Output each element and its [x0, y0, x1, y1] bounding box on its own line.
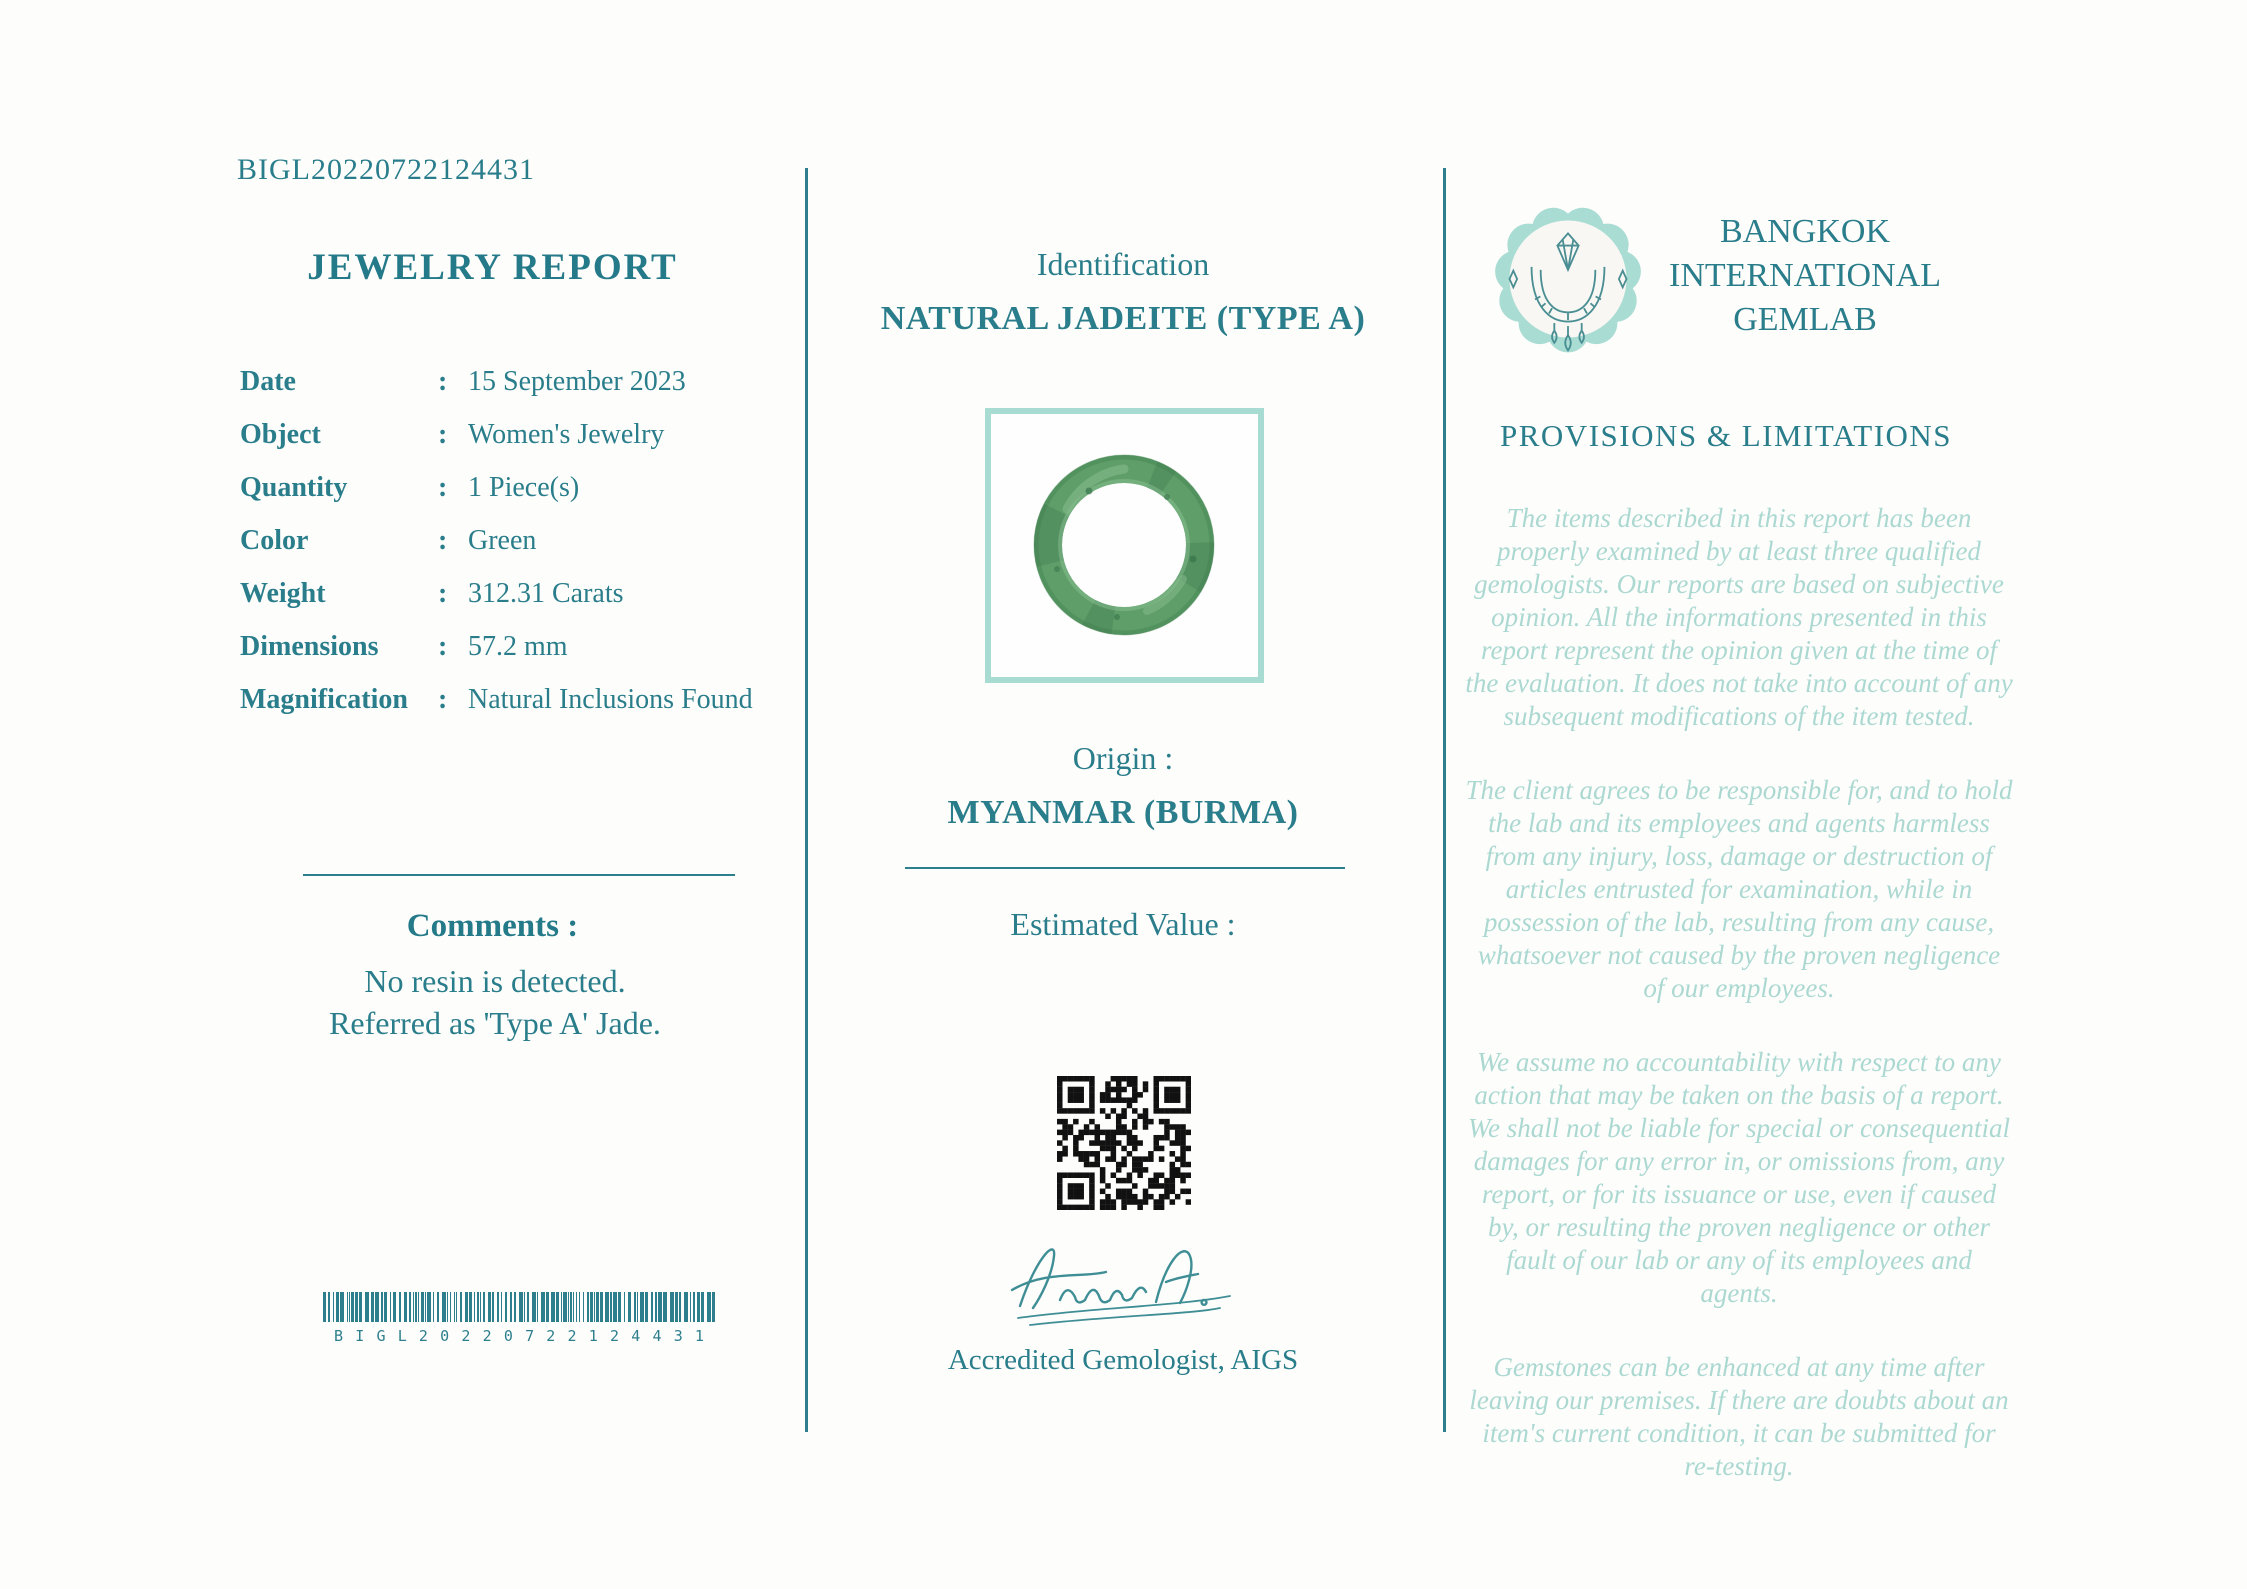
field-separator: : — [438, 631, 448, 662]
field-row-magnification — [240, 684, 760, 737]
column-divider-right — [1443, 168, 1446, 1432]
report-number: BIGL20220722124431 — [237, 153, 535, 186]
lab-name: BANGKOK INTERNATIONAL GEMLAB — [1669, 213, 1941, 338]
field-label: Dimensions — [240, 631, 379, 662]
barcode-bars — [323, 1292, 715, 1322]
jade-bangle-photo — [985, 408, 1264, 683]
field-row-color — [240, 525, 760, 578]
field-row-weight — [240, 578, 760, 631]
field-label: Object — [240, 419, 321, 450]
gemologist-title: Accredited Gemologist, AIGS — [947, 1344, 1299, 1376]
field-separator: : — [438, 472, 448, 503]
field-value: Women's Jewelry — [468, 419, 665, 450]
field-label: Color — [240, 525, 309, 556]
field-row-quantity — [240, 472, 760, 525]
field-value: 15 September 2023 — [468, 366, 686, 397]
comment-line: Referred as 'Type A' Jade. — [329, 1005, 661, 1041]
field-separator: : — [438, 366, 448, 397]
provisions-heading: PROVISIONS & LIMITATIONS — [1500, 418, 1953, 453]
field-label: Date — [240, 366, 296, 397]
report-fields — [240, 366, 760, 737]
origin-value: MYANMAR (BURMA) — [947, 794, 1299, 831]
comments-body — [215, 960, 775, 1044]
field-separator: : — [438, 525, 448, 556]
comments-heading: Comments : — [406, 908, 579, 944]
field-label: Magnification — [240, 684, 408, 715]
field-value: 57.2 mm — [468, 631, 568, 662]
barcode-text: BIGL20220722124431 — [334, 1327, 717, 1345]
field-row-dimensions — [240, 631, 760, 684]
field-row-date — [240, 366, 760, 419]
field-separator: : — [438, 684, 448, 715]
provision-paragraph: We assume no accountability with respect to any action that may be taken on the basis of a report. We shall not be liable for special or consequential damages for any error in, or omissions from, any report, or for its issuance or use, even if caused by, or resulting the proven negligence or other fault of our lab or any of its employees and agents. — [1468, 1047, 2010, 1308]
provision-paragraph: The items described in this report has been properly examined by at least three qualified gemologists. Our reports are based on subjective opinion. All the informations presented in this report represent the opinion given at the time of the evaluation. It does not take into account of any subsequent modifications of the item tested. — [1465, 503, 2013, 731]
estimated-value-label: Estimated Value : — [1010, 906, 1236, 942]
field-separator: : — [438, 419, 448, 450]
field-value: Green — [468, 525, 537, 556]
gemlab-logo — [1492, 200, 1644, 358]
provision-paragraph: The client agrees to be responsible for, and to hold the lab and its employees and agents harmless from any injury, loss, damage or destruction of articles entrusted for examination, while in possession of the lab, resulting from any cause, whatsoever not caused by the proven negligence of our employees. — [1465, 775, 2013, 1003]
comment-line: No resin is detected. — [364, 963, 626, 999]
barcode — [323, 1292, 715, 1345]
identification-result: NATURAL JADEITE (TYPE A) — [880, 300, 1366, 337]
qr-code-pattern — [1057, 1076, 1191, 1210]
signature-stroke — [998, 1228, 1250, 1336]
field-label: Weight — [240, 578, 326, 609]
gemlab-logo-icon — [1492, 200, 1644, 358]
gemologist-signature — [998, 1228, 1250, 1336]
field-value: 1 Piece(s) — [468, 472, 580, 503]
column-divider-left — [805, 168, 808, 1432]
field-separator: : — [438, 578, 448, 609]
origin-label: Origin : — [1072, 740, 1174, 776]
identification-heading: Identification — [1036, 246, 1210, 282]
provisions-text — [1465, 502, 2013, 1524]
qr-code — [1057, 1076, 1191, 1210]
field-row-object — [240, 419, 760, 472]
field-label: Quantity — [240, 472, 348, 503]
jade-bangle-ring — [997, 419, 1252, 672]
comments-divider — [303, 874, 735, 876]
provision-paragraph: Gemstones can be enhanced at any time after leaving our premises. If there are doubts about an item's current condition, it can be submitted for re-testing. — [1469, 1352, 2009, 1481]
field-value: 312.31 Carats — [468, 578, 624, 609]
field-value: Natural Inclusions Found — [468, 684, 753, 715]
report-title: JEWELRY REPORT — [307, 247, 678, 288]
estimated-value-divider — [905, 867, 1345, 869]
